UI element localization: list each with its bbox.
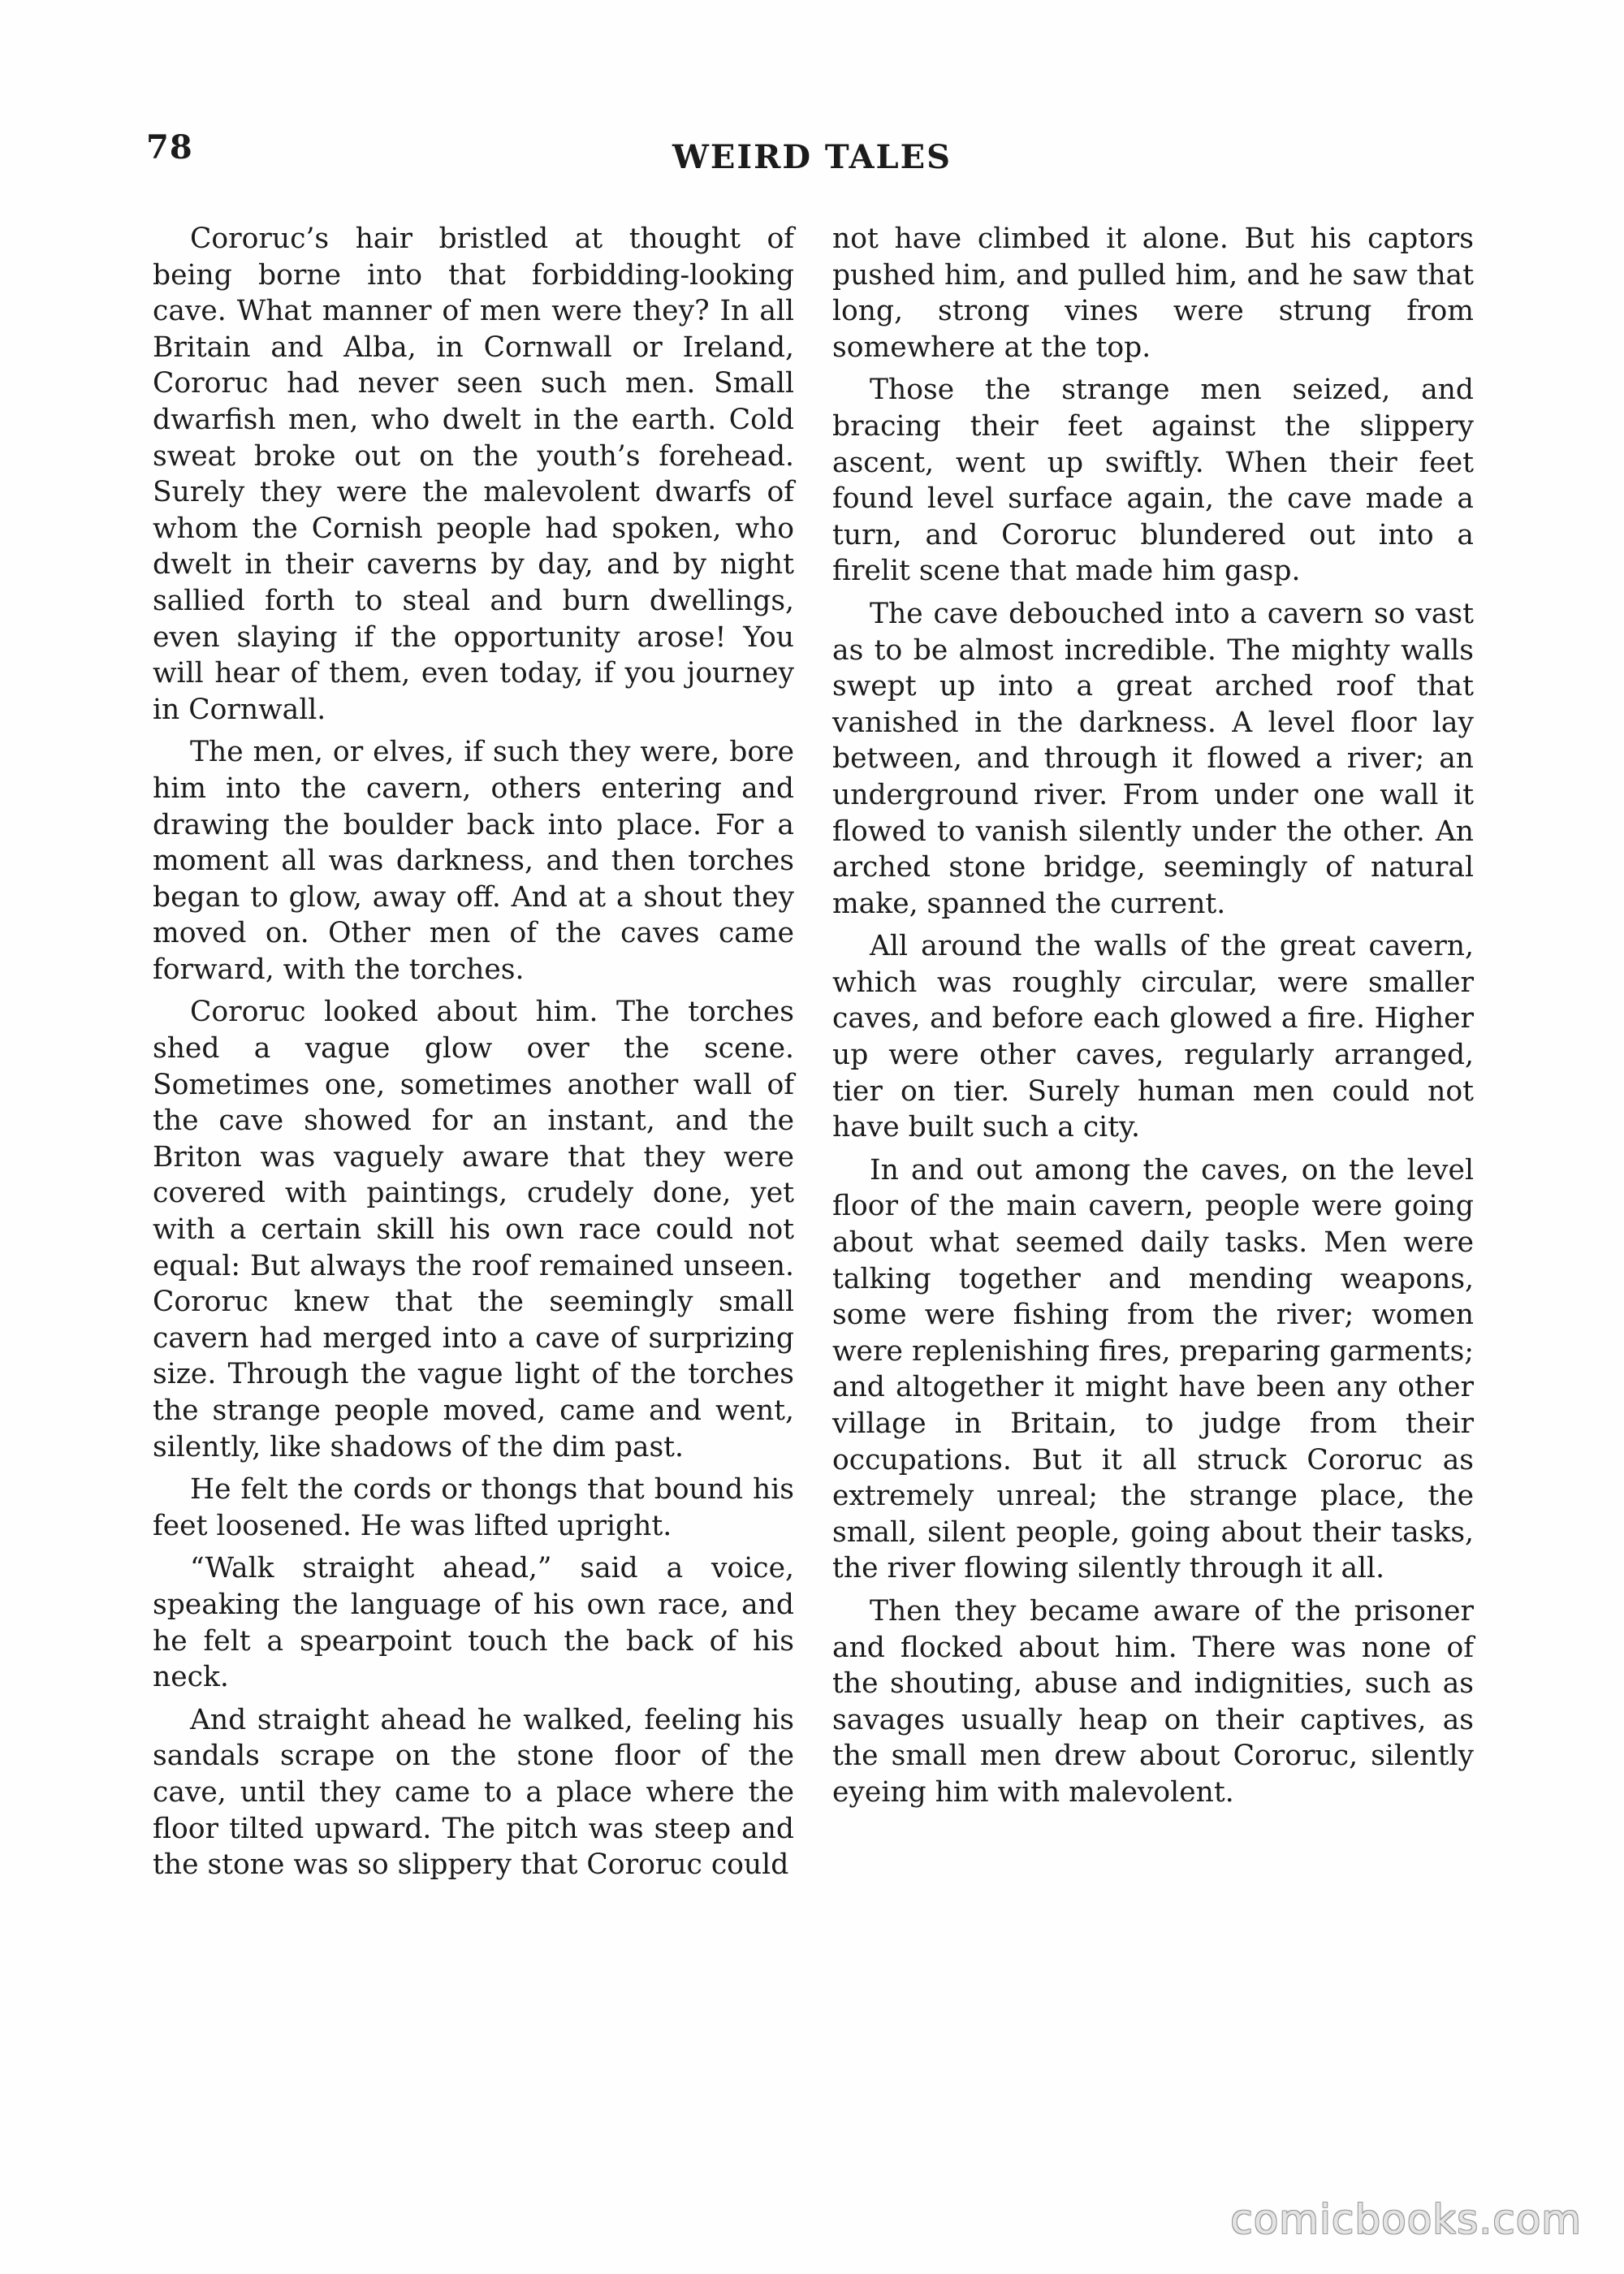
right-column <box>832 221 1474 1818</box>
left-paragraph-2: The men, or elves, if such they were, bore him into the cavern, others entering and drawing the boulder back into place. For a moment all was darkness, and then torches began to glow, away off. And at a shout they moved on. Other men of the caves came forward, with the torches. <box>153 736 794 986</box>
right-paragraph-2: The cave debouched into a cavern so vast as to be almost incredible. The mighty walls swept up into a great arched roof that vanished in the darkness. A level floor lay between, and through it flowed a river; an underground river. From under one wall it flowed to vanish silently under the other. An arched stone bridge, seemingly of natural make, spanned the current. <box>832 597 1474 920</box>
right-paragraph-5: Then they became aware of the prisoner and flocked about him. There was none of the shouting, abuse and indignities, such as savages usually heap on their captives, as the small men drew about Cororuc, silently eyeing him with malevolent. <box>832 1594 1474 1809</box>
right-paragraph-1: Those the strange men seized, and bracing their feet against the slippery ascent, went up swiftly. When their feet found level surface again, the cave made a turn, and Cororuc blundered out into a firelit scene that made him gasp. <box>832 374 1474 588</box>
magazine-title: WEIRD TALES <box>672 138 952 176</box>
left-paragraph-6: And straight ahead he walked, feeling his sandals scrape on the stone floor of the cave, until they came to a place where the floor tilted upward. The pitch was steep and the stone was so slippery that Cororuc could <box>153 1703 794 1882</box>
right-continuation-paragraph: not have climbed it alone. But his captors pushed him, and pulled him, and he saw that long, strong vines were strung from somewhere at the top. <box>832 223 1474 364</box>
left-paragraph-5: “Walk straight ahead,” said a voice, speaking the language of his own race, and he felt a spearpoint touch the back of his neck. <box>153 1552 794 1694</box>
left-column <box>153 221 794 1890</box>
left-paragraph-3: Cororuc looked about him. The torches shed a vague glow over the scene. Sometimes one, sometimes another wall of the cave showed for an instant, and the Briton was vaguely aware that they were covered with paintings, crudely done, yet with a certain skill his own race could not equal: But always the roof remained unseen. Cororuc knew that the seemingly small cavern had merged into a cave of surprizing size. Through the vague light of the torches the strange people moved, came and went, silently, like shadows of the dim past. <box>153 996 794 1463</box>
right-paragraph-4: In and out among the caves, on the level floor of the main cavern, people were going about what seemed daily tasks. Men were talking together and mending weapons, some were fishing from the river; women were replenishing fires, preparing garments; and altogether it might have been any other village in Britain, to judge from their occupations. But it all struck Cororuc as extremely unreal; the strange place, the small, silent people, going about their tasks, the river flowing silently through it all. <box>832 1153 1474 1585</box>
page-number: 78 <box>146 128 193 166</box>
watermark-logo: comicbooks.com <box>1230 2196 1582 2243</box>
left-paragraph-1: Cororuc’s hair bristled at thought of being borne into that forbidding-looking cave. What manner of men were they? In all Britain and Alba, in Cornwall or Ireland, Cororuc had never seen such men. Small dwarfish men, who dwelt in the earth. Cold sweat broke out on the youth’s forehead. Surely they were the malevolent dwarfs of whom the Cornish people had spoken, who dwelt in their caverns by day, and by night sallied forth to steal and burn dwellings, even slaying if the opportunity arose! You will hear of them, even today, if you journey in Cornwall. <box>153 223 794 726</box>
left-paragraph-4: He felt the cords or thongs that bound his feet loosened. He was lifted upright. <box>153 1473 794 1542</box>
right-paragraph-3: All around the walls of the great cavern, which was roughly circular, were smaller caves, and before each glowed a fire. Higher up were other caves, regularly arranged, tier on tier. Surely human men could not have built such a city. <box>832 930 1474 1144</box>
